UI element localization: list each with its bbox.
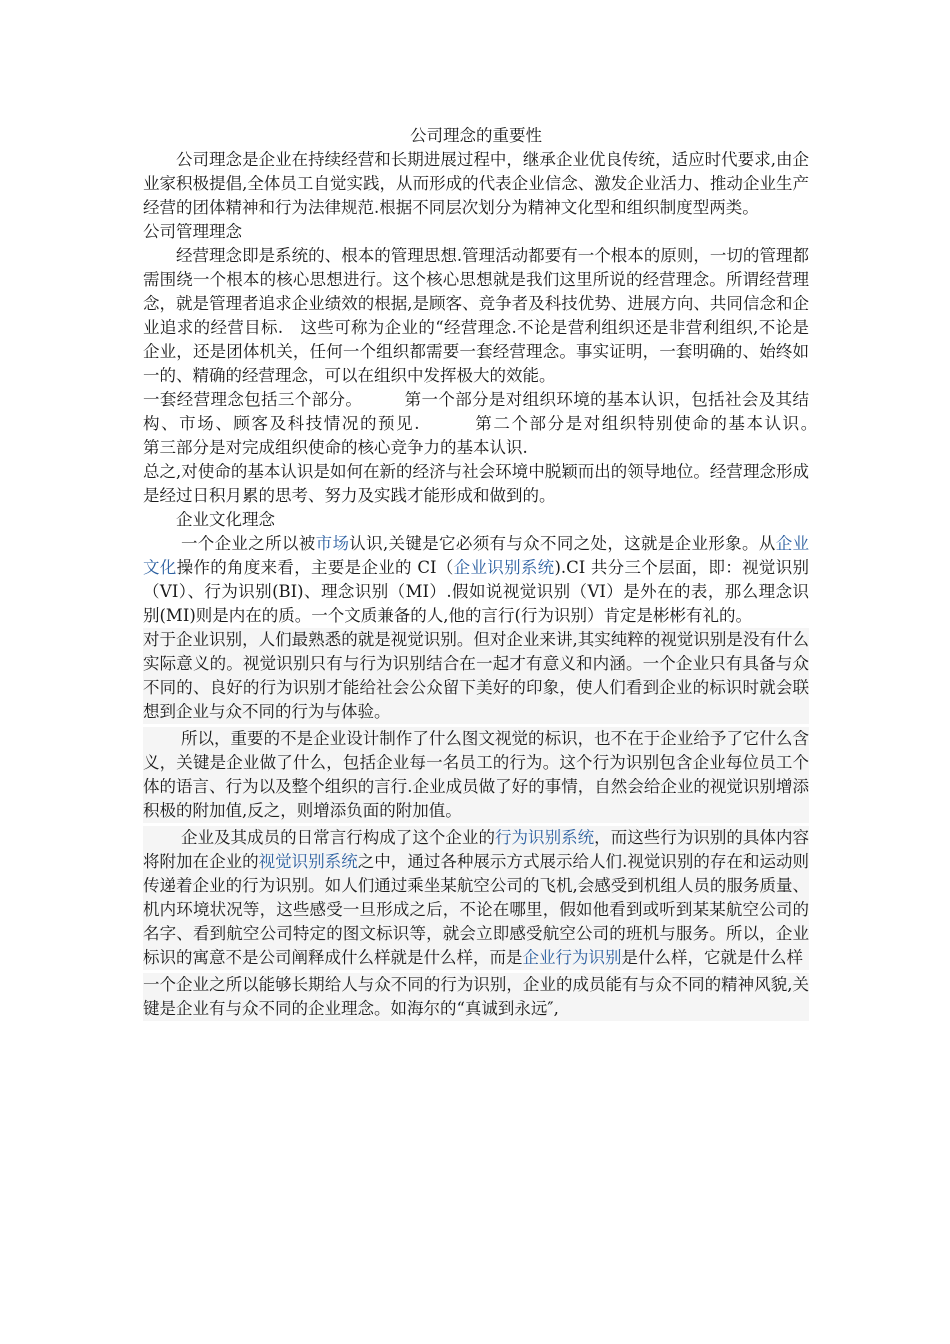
link-corporate-culture[interactable]: 企业文化 [143, 534, 810, 577]
paragraph-summary: 总之,对使命的基本认识是如何在新的经济与社会环境中脱颖而出的领导地位。经营理念形成是经过日积月累的思考、努力及实践才能形成和做到的。 [143, 462, 809, 505]
paragraph-behavior: 所以，重要的不是企业设计制作了什么图文视觉的标识，也不在于企业给予了它什么含义，关键是企业做了什么，包括企业每一名员工的行为。这个行为识别包含企业每位员工个体的语言、行为以及整个组织的言行.企业成员做了好的事情，自然会给企业的视觉识别增添积极的附加值,反之，则增添负面的附加值。 [143, 727, 809, 823]
document-body [143, 124, 859, 1021]
heading-culture: 企业文化理念 [176, 510, 275, 529]
paragraph-management: 经营理念即是系统的、根本的管理思想.管理活动都要有一个根本的原则，一切的管理都需围绕一个根本的核心思想进行。这个核心思想就是我们这里所说的经营理念。所谓经营理念，就是管理者追求企业绩效的根据,是顾客、竞争者及科技优势、进展方向、共同信念和企业追求的经营目标. 这些可称为企业的“经营理念.不论是营利组织还是非营利组织,不论是企业，还是团体机关，任何一个组织都需要一套经营理念。事实证明，一套明确的、始终如一的、精确的经营理念，可以在组织中发挥极大的效能。 [143, 246, 809, 385]
paragraph-three-parts: 一套经营理念包括三个部分。 第一个部分是对组织环境的基本认识，包括社会及其结构、市场、顾客及科技情况的预见. 第二个部分是对组织特别使命的基本认识。 第三部分是对完成组织使命的核心竞争力的基本认识. [143, 390, 859, 457]
link-corporate-identity-system[interactable]: 企业识别系统 [453, 558, 555, 577]
paragraph-visual-identity: 对于企业识别，人们最熟悉的就是视觉识别。但对企业来讲,其实纯粹的视觉识别是没有什么实际意义的。视觉识别只有与行为识别结合在一起才有意义和内涵。一个企业只有具备与众不同的、良好的行为识别才能给社会公众留下美好的印象，使人们看到企业的标识时就会联想到企业与众不同的行为与体验。 [143, 628, 809, 724]
link-enterprise-behavior-identity[interactable]: 企业行为识别 [522, 948, 622, 967]
paragraph-enterprise-philosophy: 一个企业之所以能够长期给人与众不同的行为识别，企业的成员能有与众不同的精神风貌,关键是企业有与众不同的企业理念。如海尔的“真诚到永远″, [143, 973, 809, 1021]
link-market[interactable]: 市场 [315, 534, 350, 553]
paragraph-intro: 公司理念是企业在持续经营和长期进展过程中，继承企业优良传统，适应时代要求,由企业家积极提倡,全体员工自觉实践，从而形成的代表企业信念、激发企业活力、推动企业生产经营的团体精神和行为法律规范.根据不同层次划分为精神文化型和组织制度型两类。 [143, 150, 809, 217]
paragraph-behavior-system: 企业及其成员的日常言行构成了这个企业的行为识别系统，而这些行为识别的具体内容将附加在企业的视觉识别系统之中，通过各种展示方式展示给人们.视觉识别的存在和运动则传递着企业的行为识别。如人们通过乘坐某航空公司的飞机,会感受到机组人员的服务质量、机内环境状况等，这些感受一旦形成之后，不论在哪里，假如他看到或听到某某航空公司的名字、看到航空公司特定的图文标识等，就会立即感受航空公司的班机与服务。所以，企业标识的寓意不是公司阐释成什么样就是什么样，而是企业行为识别是什么样，它就是什么样 [143, 826, 809, 970]
paragraph-culture: 一个企业之所以被市场认识,关键是它必须有与众不同之处，这就是企业形象。从企业文化操作的角度来看，主要是企业的 CI（企业识别系统).CI 共分三个层面，即：视觉识别（VI）、行为识别(BI)、理念识别（MI）.假如说视觉识别（VI）是外在的表，那么理念识别(MI)则是内在的质。一个文质兼备的人,他的言行(行为识别）肯定是彬彬有礼的。 [143, 534, 810, 625]
link-visual-identity-system[interactable]: 视觉识别系统 [258, 852, 358, 871]
link-behavior-identity-system[interactable]: 行为识别系统 [494, 828, 595, 847]
heading-management: 公司管理理念 [143, 222, 242, 241]
page-title: 公司理念的重要性 [410, 126, 542, 145]
